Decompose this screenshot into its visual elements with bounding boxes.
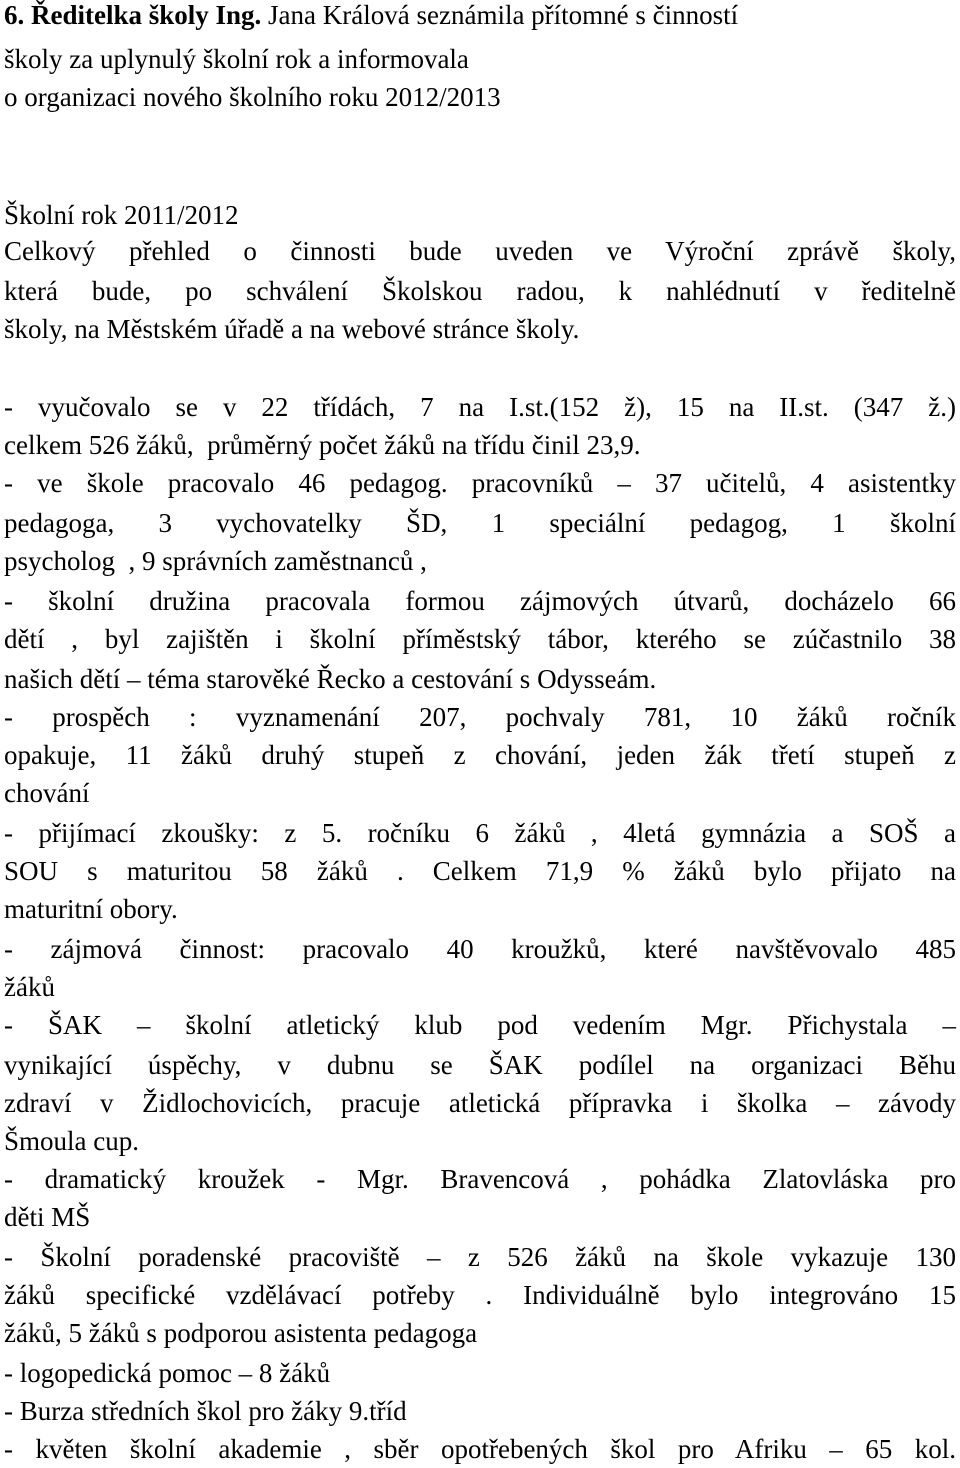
heading-rest-text: Jana Králová seznámila přítomné s činností (268, 0, 739, 30)
text-line: - prospěch : vyznamenání 207, pochvaly 781, 10 žáků ročník (4, 702, 956, 732)
text-line: - květen školní akademie , sběr opotřebených škol pro Afriku – 65 kol. (4, 1434, 956, 1464)
text-line: - dramatický kroužek - Mgr. Bravencová , pohádka Zlatovláska pro (4, 1164, 956, 1194)
text-line: vynikající úspěchy, v dubnu se ŠAK podílel na organizaci Běhu (4, 1050, 956, 1080)
text-line: - Školní poradenské pracoviště – z 526 žáků na škole vykazuje 130 (4, 1242, 956, 1272)
text-line: školy, na Městském úřadě a na webové stránce školy. (4, 314, 580, 344)
text-line: SOU s maturitou 58 žáků . Celkem 71,9 % žáků bylo přijato na (4, 856, 956, 886)
text-line: maturitní obory. (4, 894, 178, 924)
text-line: žáků (4, 972, 55, 1002)
text-line: - vyučovalo se v 22 třídách, 7 na I.st.(152 ž), 15 na II.st. (347 ž.) (4, 392, 956, 422)
text-line: zdraví v Židlochovicích, pracuje atletická přípravka i školka – závody (4, 1088, 956, 1118)
text-line: žáků, 5 žáků s podporou asistenta pedagoga (4, 1318, 478, 1348)
text-line: žáků specifické vzdělávací potřeby . Individuálně bylo integrováno 15 (4, 1280, 956, 1310)
text-line: našich dětí – téma starověké Řecko a cestování s Odysseám. (4, 664, 657, 694)
text-line: celkem 526 žáků, průměrný počet žáků na třídu činil 23,9. (4, 430, 641, 460)
text-line: - školní družina pracovala formou zájmových útvarů, docházelo 66 (4, 586, 956, 616)
text-line: psycholog , 9 správních zaměstnanců , (4, 546, 427, 576)
text-line: chování (4, 778, 90, 808)
heading-line-3: o organizaci nového školního roku 2012/2013 (4, 82, 501, 112)
text-line: Celkový přehled o činnosti bude uveden ve Výroční zprávě školy, (4, 236, 956, 266)
text-line: - logopedická pomoc – 8 žáků (4, 1358, 331, 1388)
text-line: děti MŠ (4, 1202, 91, 1232)
heading-line-1 (4, 0, 956, 34)
text-line: dětí , byl zajištěn i školní příměstský tábor, kterého se zúčastnilo 38 (4, 624, 956, 654)
text-line: opakuje, 11 žáků druhý stupeň z chování, jeden žák třetí stupeň z (4, 740, 956, 770)
text-line: - přijímací zkoušky: z 5. ročníku 6 žáků , 4letá gymnázia a SOŠ a (4, 818, 956, 848)
section-title: Školní rok 2011/2012 (4, 200, 239, 230)
text-line: - ŠAK – školní atletický klub pod vedením Mgr. Přichystala – (4, 1010, 956, 1040)
text-line: pedagoga, 3 vychovatelky ŠD, 1 speciální pedagog, 1 školní (4, 508, 956, 538)
heading-bold-text: 6. Ředitelka školy Ing. (4, 0, 269, 30)
text-line: - zájmová činnost: pracovalo 40 kroužků, které navštěvovalo 485 (4, 934, 956, 964)
text-line: Šmoula cup. (4, 1126, 139, 1156)
heading-line-2: školy za uplynulý školní rok a informovala (4, 44, 469, 74)
text-line: - ve škole pracovalo 46 pedagog. pracovníků – 37 učitelů, 4 asistentky (4, 468, 956, 498)
text-line: která bude, po schválení Školskou radou, k nahlédnutí v ředitelně (4, 276, 956, 306)
text-line: - Burza středních škol pro žáky 9.tříd (4, 1396, 407, 1426)
